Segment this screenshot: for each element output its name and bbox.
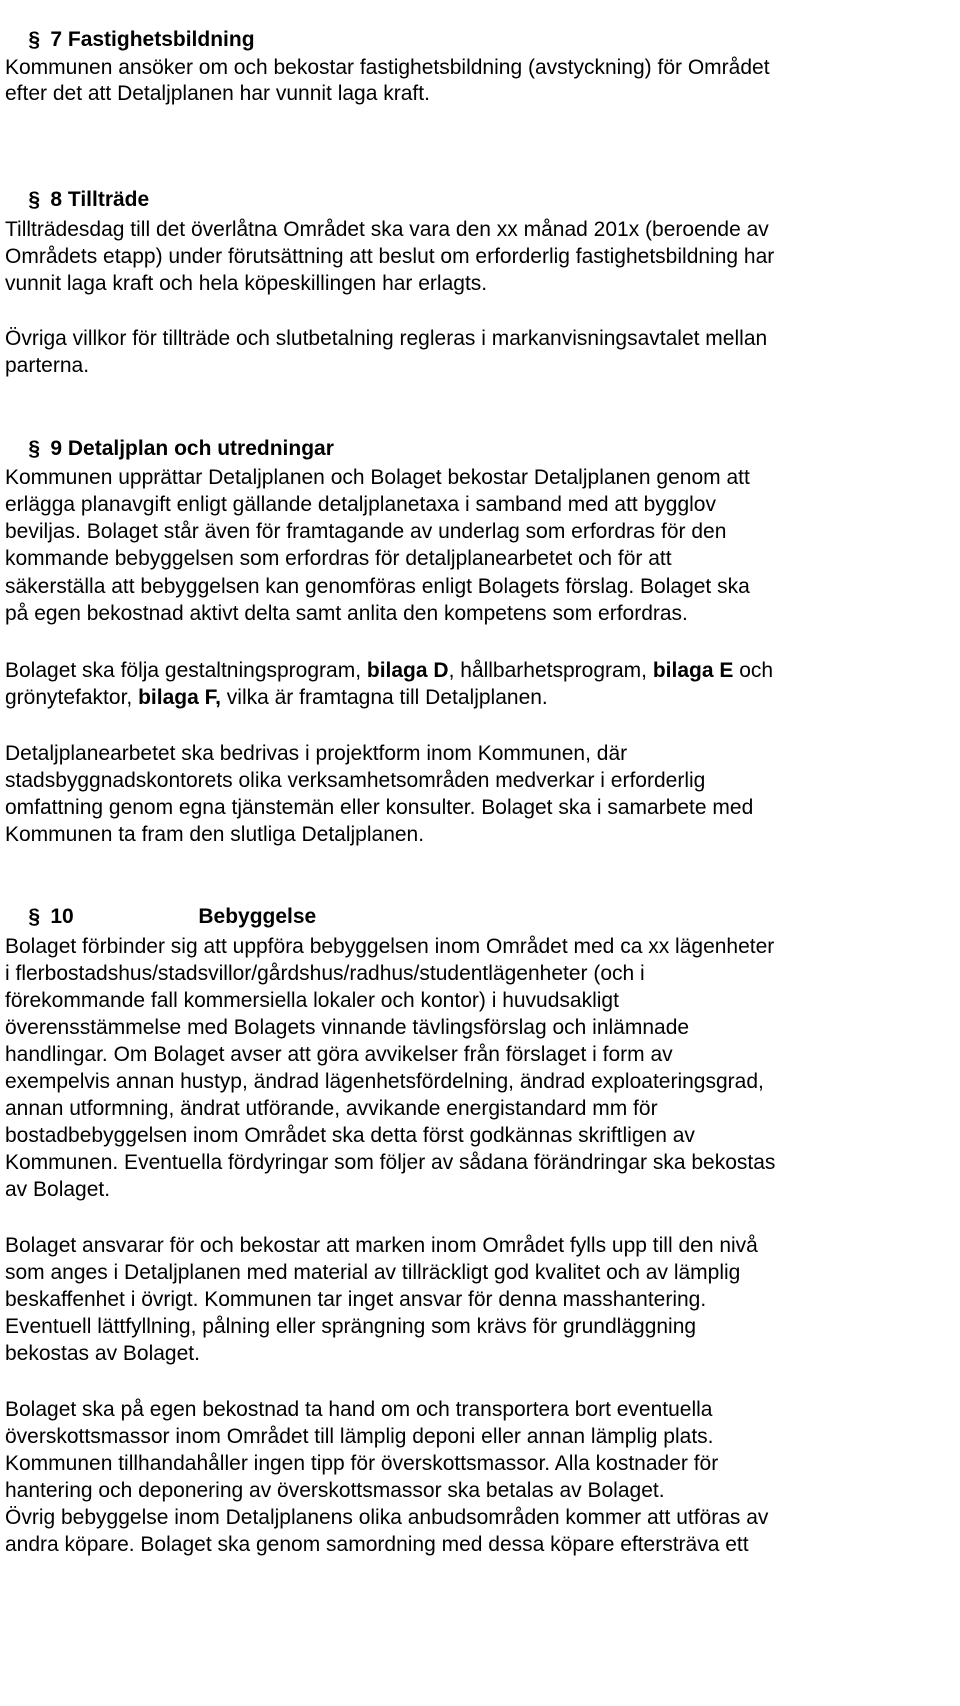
section-number: 7 bbox=[50, 27, 63, 51]
section-symbol: § bbox=[28, 27, 41, 51]
s9-p3-line-4: Kommunen ta fram den slutliga Detaljplanen. bbox=[5, 823, 425, 846]
section-number: 10 bbox=[50, 904, 74, 928]
s9-p3-line-2: stadsbyggnadskontorets olika verksamhetsområden medverkar i erforderlig bbox=[5, 769, 706, 792]
s8-p2-line-1: Övriga villkor för tillträde och slutbetalning regleras i markanvisningsavtalet mellan bbox=[5, 327, 768, 350]
s10-p1-line-7: annan utformning, ändrat utförande, avvikande energistandard mm för bbox=[5, 1097, 658, 1120]
s8-p1-line-3: vunnit laga kraft och hela köpeskillingen har erlagts. bbox=[5, 272, 488, 295]
s9-p1-line-2: erlägga planavgift enligt gällande detaljplanetaxa i samband med att bygglov bbox=[5, 493, 716, 516]
bilaga-d: bilaga D bbox=[366, 659, 449, 682]
s8-p1-line-2: Områdets etapp) under förutsättning att beslut om erforderlig fastighetsbildning har bbox=[5, 245, 775, 268]
s9-p1-line-3: beviljas. Bolaget står även för framtagande av underlag som erfordras för den bbox=[5, 520, 727, 543]
text-run: och bbox=[733, 659, 774, 682]
section-symbol: § bbox=[28, 904, 41, 928]
s10-p2-line-3: beskaffenhet i övrigt. Kommunen tar inget ansvar för denna masshantering. bbox=[5, 1288, 707, 1311]
s9-p1-line-1: Kommunen upprättar Detaljplanen och Bolaget bekostar Detaljplanen genom att bbox=[5, 466, 750, 489]
text-run: , hållbarhetsprogram, bbox=[448, 659, 653, 682]
section-title: Detaljplan och utredningar bbox=[67, 436, 334, 460]
s9-p1-line-5: säkerställa att bebyggelsen kan genomföras enligt Bolagets förslag. Bolaget ska bbox=[5, 575, 750, 598]
s10-p3-line-4: hantering och deponering av överskottsmassor ska betalas av Bolaget. bbox=[5, 1479, 665, 1502]
s10-p1-line-2: i flerbostadshus/stadsvillor/gårdshus/radhus/studentlägenheter (och i bbox=[5, 962, 645, 985]
s9-p3-line-3: omfattning genom egna tjänstemän eller konsulter. Bolaget ska i samarbete med bbox=[5, 796, 754, 819]
section-symbol: § bbox=[28, 436, 41, 460]
text-run: vilka är framtagna till Detaljplanen. bbox=[220, 686, 548, 709]
s10-p2-line-2: som anges i Detaljplanen med material av tillräckligt god kvalitet och av lämplig bbox=[5, 1261, 741, 1284]
s9-p3-line-1: Detaljplanearbetet ska bedrivas i projektform inom Kommunen, där bbox=[5, 742, 628, 765]
s10-p1-line-10: av Bolaget. bbox=[5, 1178, 111, 1201]
s9-p2-line-1 bbox=[5, 658, 773, 685]
s10-p2-line-4: Eventuell lättfyllning, pålning eller sprängning som krävs för grundläggning bbox=[5, 1315, 697, 1338]
s10-p3-line-2: överskottsmassor inom Området till lämplig deponi eller annan lämplig plats. bbox=[5, 1425, 714, 1448]
section-title: Fastighetsbildning bbox=[67, 27, 255, 51]
s10-p1-line-9: Kommunen. Eventuella fördyringar som följer av sådana förändringar ska bekostas bbox=[5, 1151, 776, 1174]
s10-p1-line-3: förekommande fall kommersiella lokaler och kontor) i huvudsakligt bbox=[5, 989, 619, 1012]
text-run: grönytefaktor, bbox=[5, 686, 139, 709]
section-title: Bebyggelse bbox=[198, 904, 317, 928]
s10-p1-line-6: exempelvis annan hustyp, ändrad lägenhetsfördelning, ändrad exploateringsgrad, bbox=[5, 1070, 764, 1093]
s8-p1-line-1: Tillträdesdag till det överlåtna Området ska vara den xx månad 201x (beroende av bbox=[5, 218, 769, 241]
s9-p2-line-2 bbox=[5, 685, 548, 712]
section-number: 8 bbox=[50, 187, 63, 211]
s8-p2-line-2: parterna. bbox=[5, 354, 90, 377]
s10-p3-line-5: Övrig bebyggelse inom Detaljplanens olika anbudsområden kommer att utföras av bbox=[5, 1506, 769, 1529]
s10-p1-line-4: överensstämmelse med Bolagets vinnande tävlingsförslag och inlämnade bbox=[5, 1016, 690, 1039]
section-title: Tillträde bbox=[67, 187, 150, 211]
text-run: Bolaget ska följa gestaltningsprogram, bbox=[5, 659, 367, 682]
s10-p3-line-6: andra köpare. Bolaget ska genom samordning med dessa köpare eftersträva ett bbox=[5, 1533, 749, 1556]
s10-p1-line-5: handlingar. Om Bolaget avser att göra avvikelser från förslaget i form av bbox=[5, 1043, 673, 1066]
s10-p2-line-5: bekostas av Bolaget. bbox=[5, 1342, 200, 1365]
s9-p1-line-6: på egen bekostnad aktivt delta samt anlita den kompetens som erfordras. bbox=[5, 602, 688, 625]
s10-p1-line-1: Bolaget förbinder sig att uppföra bebyggelsen inom Området med ca xx lägenheter bbox=[5, 935, 775, 958]
section-number: 9 bbox=[50, 436, 63, 460]
s10-p2-line-1: Bolaget ansvarar för och bekostar att marken inom Området fylls upp till den nivå bbox=[5, 1234, 758, 1257]
s10-p1-line-8: bostadbebyggelsen inom Området ska detta först godkännas skriftligen av bbox=[5, 1124, 695, 1147]
s10-p3-line-3: Kommunen tillhandahåller ingen tipp för överskottsmassor. Alla kostnader för bbox=[5, 1452, 719, 1475]
section-symbol: § bbox=[28, 187, 41, 211]
s10-p3-line-1: Bolaget ska på egen bekostnad ta hand om och transportera bort eventuella bbox=[5, 1398, 713, 1421]
bilaga-e: bilaga E bbox=[652, 659, 734, 682]
s7-line-1: Kommunen ansöker om och bekostar fastighetsbildning (avstyckning) för Området bbox=[5, 56, 770, 79]
bilaga-f: bilaga F, bbox=[138, 686, 221, 709]
s9-p1-line-4: kommande bebyggelsen som erfordras för detaljplanearbetet och för att bbox=[5, 547, 672, 570]
s7-line-2: efter det att Detaljplanen har vunnit laga kraft. bbox=[5, 82, 430, 105]
